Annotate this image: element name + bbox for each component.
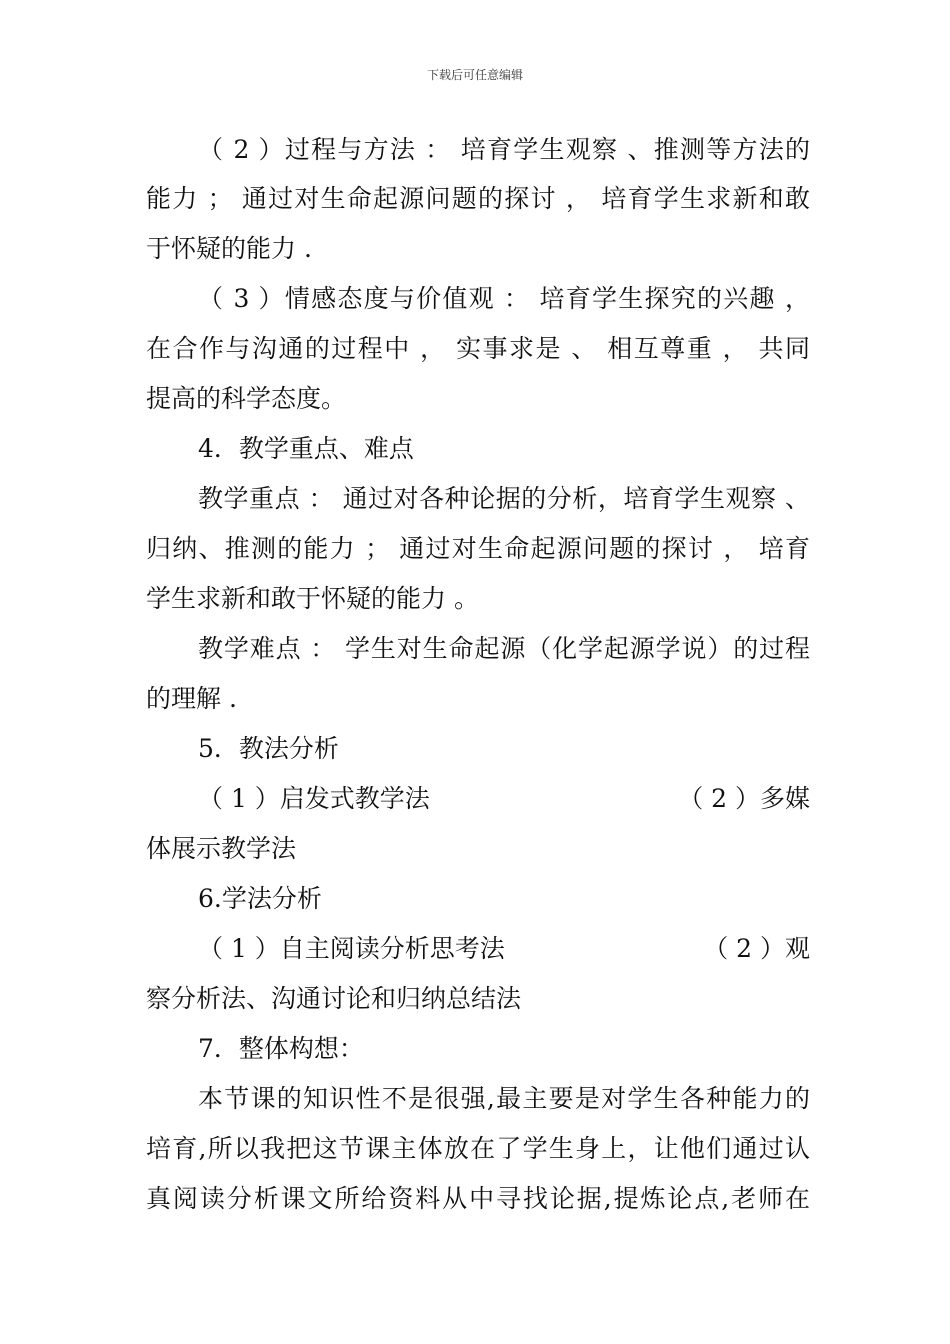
section-heading: 5．教法分析: [198, 734, 339, 763]
paragraph-line: 于怀疑的能力 .: [146, 234, 312, 263]
paragraph-line: （ 3 ）情感态度与价值观 ： 培育学生探究的兴趣 ，: [198, 284, 810, 313]
learning-methods-line: [198, 933, 810, 965]
paragraph-line: 真阅读分析课文所给资料从中寻找论据,提炼论点,老师在: [146, 1184, 810, 1213]
paragraph-line: 归纳、推测的能力 ； 通过对生命起源问题的探讨 ， 培育: [146, 534, 810, 563]
paragraph-line: （ 2 ）过程与方法 ： 培育学生观察 、推测等方法的: [198, 135, 810, 164]
paragraph-line: 察分析法、沟通讨论和归纳总结法: [146, 984, 522, 1013]
section-heading: 4．教学重点、难点: [198, 434, 414, 463]
learning-method-1: （ 1 ）自主阅读分析思考法: [198, 934, 505, 963]
paragraph-line: 教学难点 ： 学生对生命起源（化学起源学说）的过程: [198, 634, 810, 663]
section-heading: 7．整体构想：: [198, 1034, 364, 1063]
paragraph-line: 的理解 .: [146, 684, 237, 713]
paragraph-line: 教学重点 ： 通过对各种论据的分析，培育学生观察 、: [198, 484, 810, 513]
paragraph-line: 能力 ； 通过对生命起源问题的探讨 ， 培育学生求新和敢: [146, 184, 810, 213]
teaching-method-1: （ 1 ）启发式教学法: [198, 784, 430, 813]
paragraph-line: 提高的科学态度。: [146, 384, 347, 413]
paragraph-line: 在合作与沟通的过程中 ， 实事求是 、 相互尊重 ， 共同: [146, 334, 810, 363]
teaching-method-2: （ 2 ）多媒: [678, 784, 810, 813]
paragraph-line: 本节课的知识性不是很强,最主要是对学生各种能力的: [198, 1084, 810, 1113]
section-heading: 6.学法分析: [198, 884, 322, 913]
teaching-methods-line: [198, 783, 810, 815]
learning-method-2: （ 2 ）观: [703, 934, 810, 963]
paragraph-line: 体展示教学法: [146, 834, 297, 863]
page-header: 下载后可任意编辑: [426, 68, 523, 82]
paragraph-line: 学生求新和敢于怀疑的能力 。: [146, 584, 479, 613]
paragraph-line: 培育,所以我把这节课主体放在了学生身上，让他们通过认: [146, 1134, 810, 1163]
